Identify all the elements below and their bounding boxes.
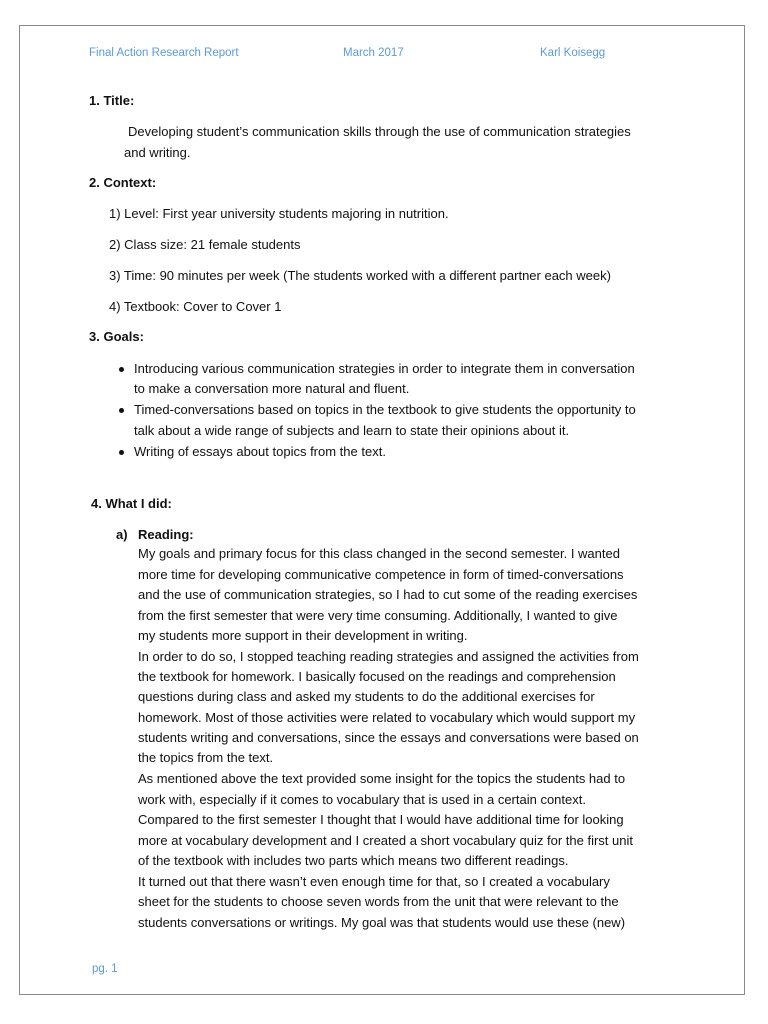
document-page — [19, 25, 745, 995]
goal-1-line-2: to make a conversation more natural and fluent. — [134, 381, 410, 396]
section-goals-heading: 3. Goals: — [89, 329, 144, 344]
bullet-dot — [119, 450, 124, 455]
bullet-dot — [119, 367, 124, 372]
header-date: March 2017 — [343, 47, 404, 59]
section-context-heading: 2. Context: — [89, 175, 157, 190]
header-author: Karl Koisegg — [540, 47, 606, 59]
context-item-class-size: 2) Class size: 21 female students — [109, 237, 301, 252]
subsection-label: a) — [116, 527, 128, 542]
goal-2-line-2: talk about a wide range of subjects and learn to state their opinions about it. — [134, 423, 570, 438]
reading-line: My goals and primary focus for this class changed in the second semester. I wanted — [138, 546, 620, 561]
reading-line: the topics from the text. — [138, 750, 274, 765]
reading-line: As mentioned above the text provided some insight for the topics the students had to — [138, 771, 626, 786]
title-line-2: and writing. — [124, 145, 191, 160]
reading-line: In order to do so, I stopped teaching reading strategies and assigned the activities from — [138, 649, 639, 664]
goal-1-line-1: Introducing various communication strategies in order to integrate them in conversation — [134, 361, 635, 376]
reading-line: work with, especially if it comes to vocabulary that is used in a certain context. — [138, 792, 586, 807]
reading-line: students conversations or writings. My goal was that students would use these (new) — [138, 915, 626, 930]
header-title: Final Action Research Report — [89, 47, 239, 59]
reading-line: and the use of communication strategies, so I had to cut some of the reading exercises — [138, 587, 638, 602]
reading-line: more time for developing communicative competence in form of timed-conversations — [138, 567, 624, 582]
section-what-i-did-heading: 4. What I did: — [91, 496, 172, 511]
context-item-time: 3) Time: 90 minutes per week (The students worked with a different partner each week) — [109, 268, 611, 283]
bullet-dot — [119, 408, 124, 413]
context-item-textbook: 4) Textbook: Cover to Cover 1 — [109, 299, 282, 314]
reading-line: sheet for the students to choose seven words from the unit that were relevant to the — [138, 894, 619, 909]
reading-line: from the first semester that were very time consuming. Additionally, I wanted to give — [138, 608, 618, 623]
goal-3-line-1: Writing of essays about topics from the text. — [134, 444, 386, 459]
context-item-level: 1) Level: First year university students majoring in nutrition. — [109, 206, 449, 221]
reading-line: the textbook for homework. I basically focused on the readings and comprehension — [138, 669, 616, 684]
reading-line: It turned out that there wasn’t even enough time for that, so I created a vocabulary — [138, 874, 610, 889]
page-number: pg. 1 — [92, 963, 118, 975]
reading-line: my students more support in their development in writing. — [138, 628, 468, 643]
reading-line: questions during class and asked my students to do the additional exercises for — [138, 689, 595, 704]
reading-line: students writing and conversations, since the essays and conversations were based on — [138, 730, 639, 745]
section-title-heading: 1. Title: — [89, 93, 135, 108]
goal-2-line-1: Timed-conversations based on topics in the textbook to give students the opportunity to — [134, 402, 636, 417]
reading-line: Compared to the first semester I thought that I would have additional time for looking — [138, 812, 624, 827]
reading-line: homework. Most of those activities were related to vocabulary which would support my — [138, 710, 636, 725]
subsection-reading-heading: Reading: — [138, 527, 194, 542]
reading-line: of the textbook with includes two parts which means two different readings. — [138, 853, 569, 868]
title-line-1: Developing student’s communication skills through the use of communication strategies — [128, 124, 631, 139]
reading-line: more at vocabulary development and I created a short vocabulary quiz for the first unit — [138, 833, 633, 848]
